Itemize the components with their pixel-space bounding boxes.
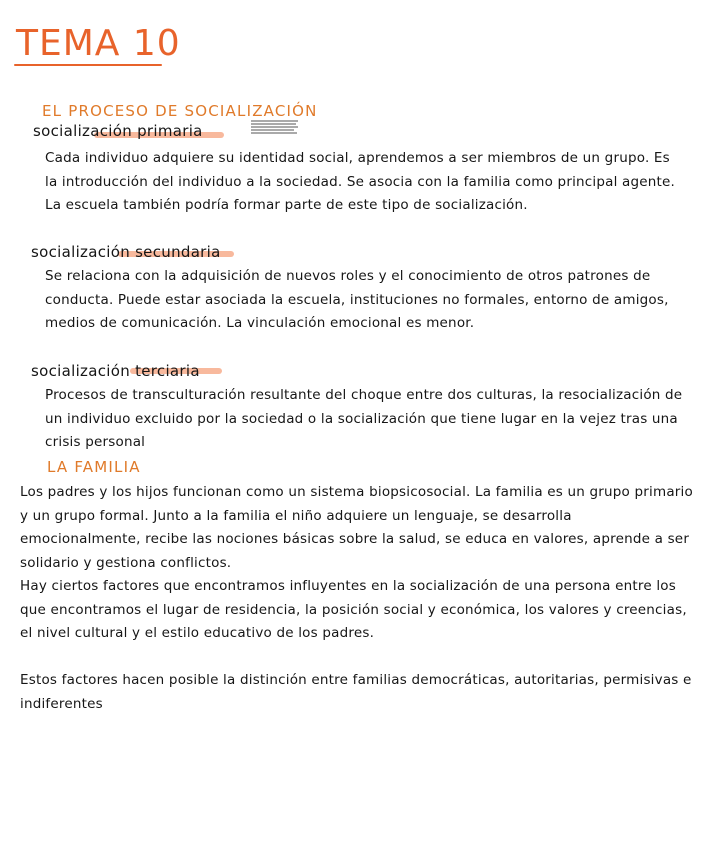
page-title: TEMA 10 — [16, 23, 181, 64]
paragraph-primaria: Cada individuo adquiere su identidad social, aprendemos a ser miembros de un grupo. Es la introducción del individuo a la sociedad. Se asocia con la familia como principal agente. La escuela también podría formar parte de este tipo de socialización. — [45, 150, 676, 214]
title-underline — [14, 64, 162, 66]
section-title-socializacion: EL PROCESO DE SOCIALIZACIÓN — [42, 102, 318, 120]
heading-socializacion-primaria: socialización primaria — [33, 122, 203, 140]
paragraph-terciaria: Procesos de transculturación resultante del choque entre dos culturas, la resocialización de un individuo excluido por la sociedad o la socialización que tiene lugar en la vejez tras una crisis personal — [45, 387, 683, 451]
paragraph-familia-1: Los padres y los hijos funcionan como un sistema biopsicosocial. La familia es un grupo primario y un grupo formal. Junto a la familia el niño adquiere un lenguaje, se desarrolla emocionalmente, recibe las nociones básicas sobre la salud, se educa en valores, aprende a ser solidario y gestiona conflictos. — [20, 484, 693, 571]
paragraph-familia-3: Estos factores hacen posible la distinción entre familias democráticas, autoritarias, permisivas e indiferentes — [20, 672, 692, 712]
heading-socializacion-terciaria: socialización terciaria — [31, 362, 200, 380]
section-title-familia: LA FAMILIA — [47, 458, 141, 476]
paragraph-familia-2: Hay ciertos factores que encontramos influyentes en la socialización de una persona entre los que encontramos el lugar de residencia, la posición social y económica, los valores y creencias, el nivel cultural y el estilo educativo de los padres. — [20, 578, 687, 642]
paragraph-secundaria: Se relaciona con la adquisición de nuevos roles y el conocimiento de otros patrones de conducta. Puede estar asociada la escuela, instituciones no formales, entorno de amigos, medios de comunicación. La vinculación emocional es menor. — [45, 268, 669, 332]
heading-socializacion-secundaria: socialización secundaria — [31, 243, 221, 261]
scribble-icon — [249, 118, 300, 138]
